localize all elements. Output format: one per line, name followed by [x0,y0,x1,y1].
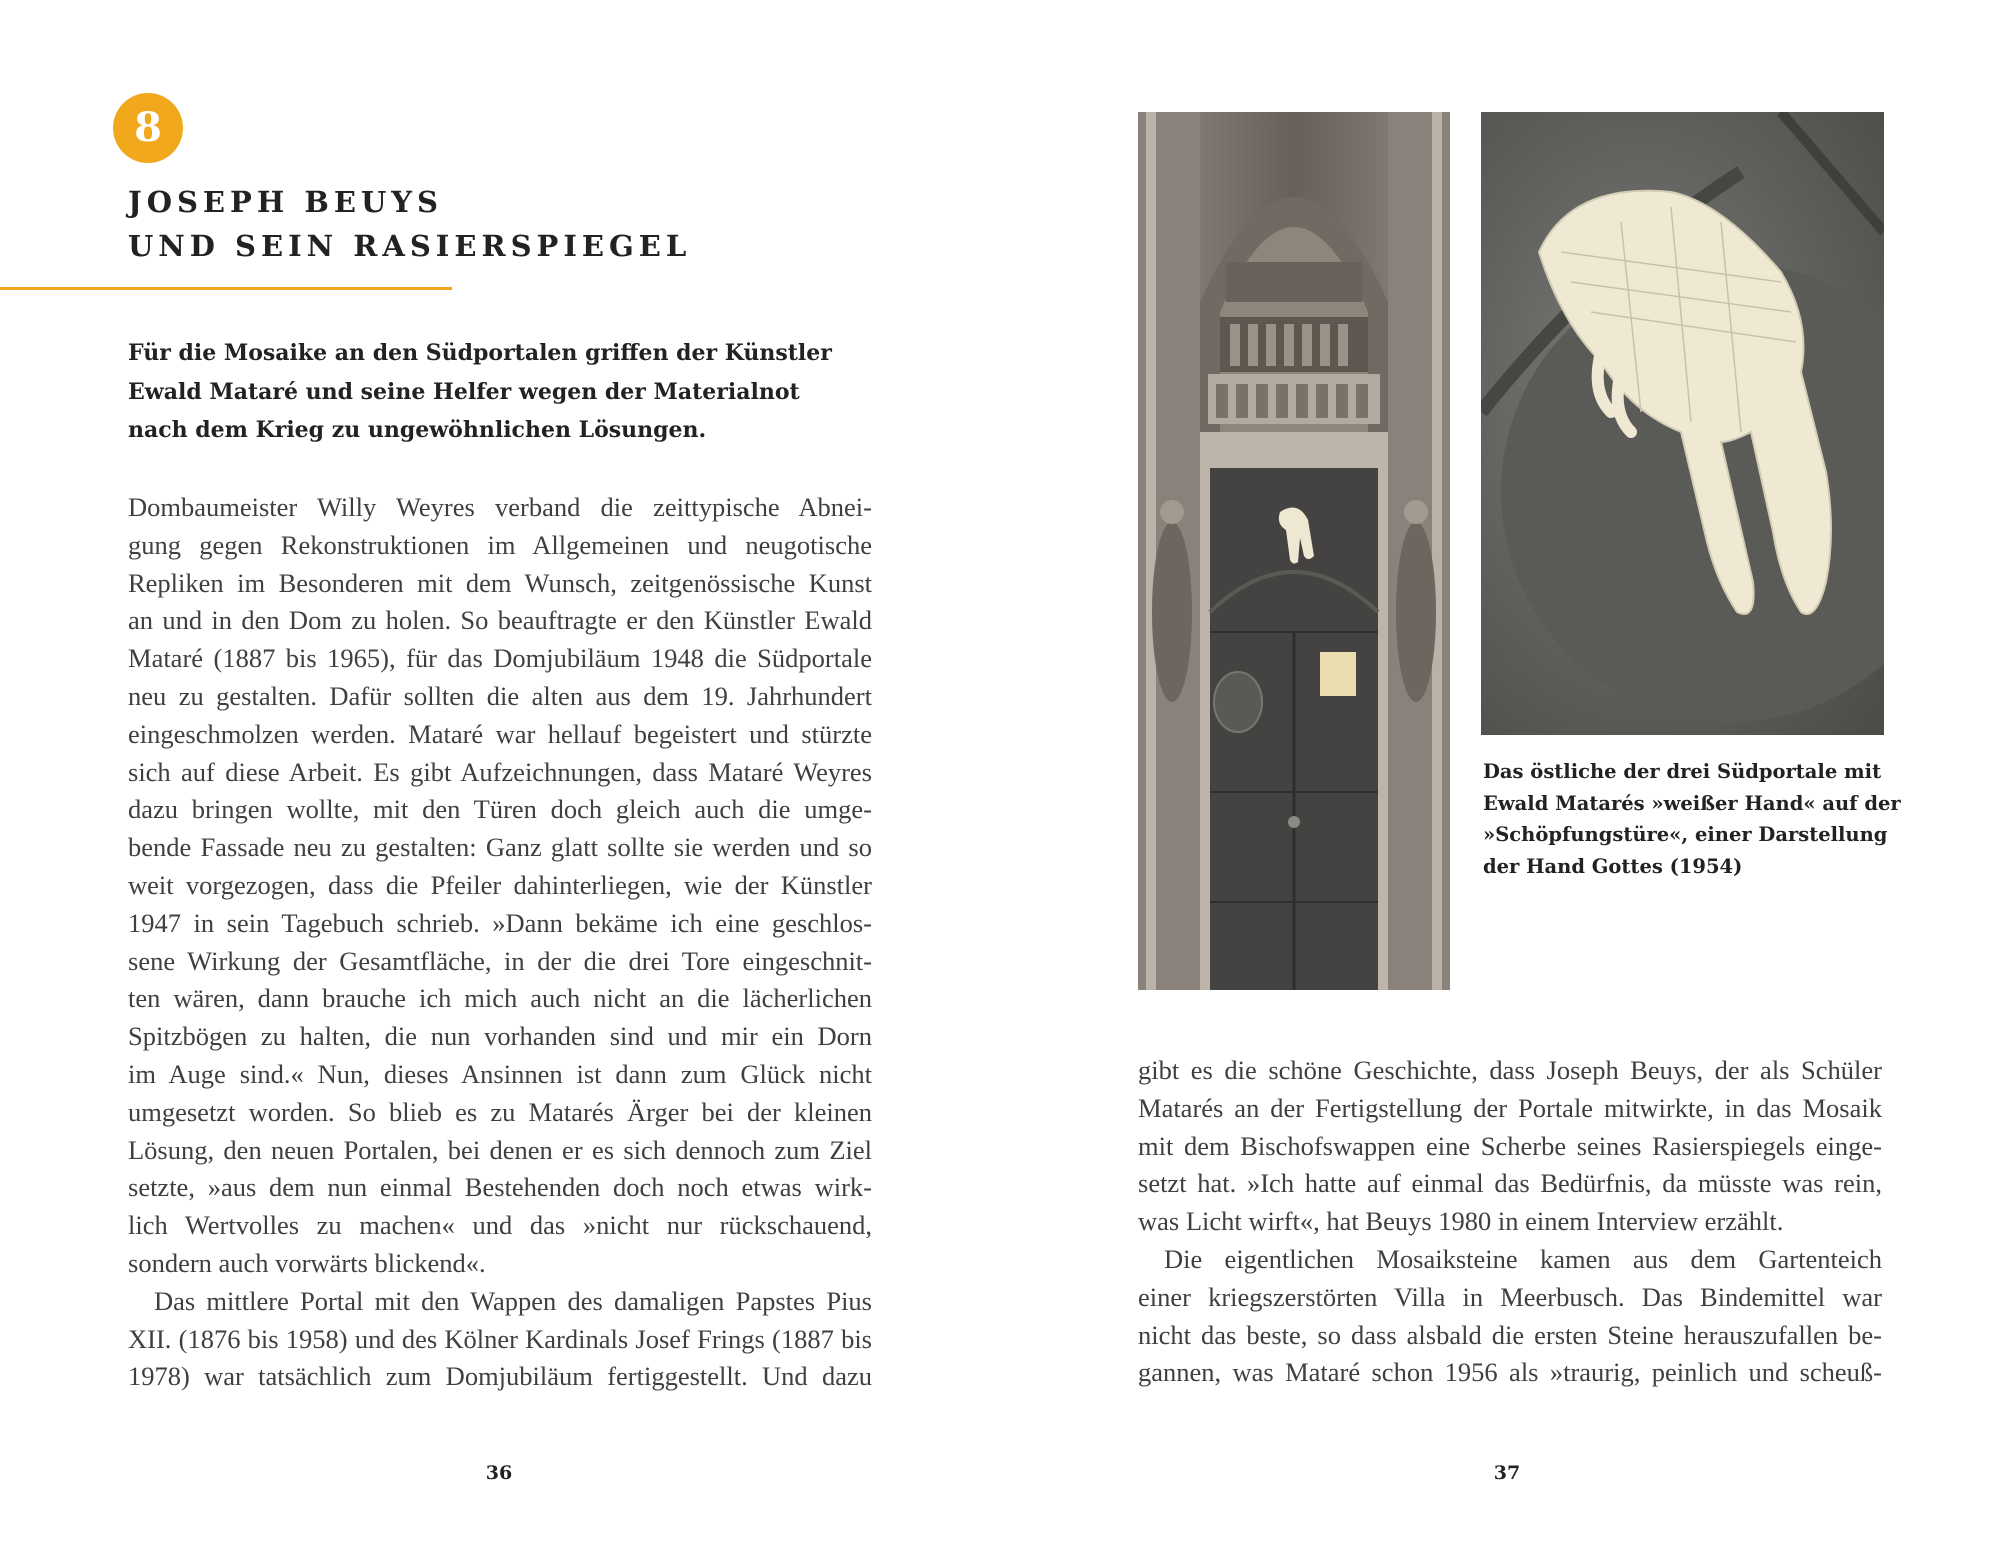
title-divider [0,287,452,290]
lead-line: nach dem Krieg zu ungewöhnlichen Lösungen. [128,417,707,443]
photo-caption [1483,756,1903,882]
body-line: Spitzbögen zu halten, die nun vorhanden sind und mir ein Dorn [128,1021,872,1052]
body-line: XII. (1876 bis 1958) und des Kölner Kardinals Josef Frings (1887 bis [128,1323,872,1354]
body-line: nicht das beste, so dass alsbald die ersten Steine herauszufallen be- [1138,1319,1882,1350]
body-line: 1978) war tatsächlich zum Domjubiläum fertiggestellt. Und dazu [128,1361,872,1392]
body-line: Dombaumeister Willy Weyres verband die zeittypische Abnei- [128,492,872,522]
body-line: bende Fassade neu zu gestalten: Ganz glatt sollte sie werden und so [128,832,872,863]
chapter-number-badge: 8 [113,93,183,163]
body-line: eingeschmolzen werden. Mataré war hellauf begeistert und stürzte [128,718,872,749]
caption-line: Das östliche der drei Südportale mit [1483,760,1882,783]
right-page [1000,0,2000,1568]
body-line: sene Wirkung der Gesamtfläche, in der die drei Tore eingeschnit- [128,945,872,976]
lead-line: Ewald Mataré und seine Helfer wegen der Materialnot [128,378,800,405]
chapter-title-line: UND SEIN RASIERSPIEGEL [128,229,692,263]
body-line: mit dem Bischofswappen eine Scherbe seines Rasierspiegels einge- [1138,1130,1882,1161]
page-number: 36 [485,1462,513,1484]
caption-line: »Schöpfungstüre«, einer Darstellung [1483,823,1888,846]
chapter-title-line: JOSEPH BEUYS [128,185,443,219]
body-line: Repliken im Besonderen mit dem Wunsch, zeitgenössische Kunst [128,567,872,598]
caption-line: Ewald Matarés »weißer Hand« auf der [1483,791,1901,815]
body-line: gannen, was Mataré schon 1956 als »traurig, peinlich und scheuß- [1138,1357,1882,1388]
body-line: neu zu gestalten. Dafür sollten die alten aus dem 19. Jahrhundert [128,680,872,711]
body-text-left [128,489,872,1396]
body-line: gung gegen Rekonstruktionen im Allgemeinen und neugotische [128,529,872,560]
cathedral-portal-photo [1138,112,1450,990]
body-line: Die eigentlichen Mosaiksteine kamen aus dem Gartenteich [1164,1243,1882,1274]
body-line: sondern auch vorwärts blickend«. [128,1247,486,1278]
body-line: was Licht wirft«, hat Beuys 1980 in einem Interview erzählt. [1138,1206,1784,1237]
body-line: gibt es die schöne Geschichte, dass Joseph Beuys, der als Schüler [1138,1055,1882,1085]
body-line: Lösung, den neuen Portalen, bei denen er es sich dennoch zum Ziel [128,1134,872,1165]
body-line: setzt hat. »Ich hatte auf einmal das Bedürfnis, da müsste was rein, [1138,1168,1882,1199]
body-line: ten wären, dann brauche ich mich auch nicht an die lächerlichen [128,983,872,1014]
chapter-title [128,180,691,268]
body-line: Das mittlere Portal mit den Wappen des damaligen Papstes Pius [154,1285,872,1316]
caption-line: der Hand Gottes (1954) [1483,854,1743,878]
lead-line: Für die Mosaike an den Südportalen griffen der Künstler [128,340,832,366]
body-line: dazu bringen wollte, mit den Türen doch gleich auch die umge- [128,794,872,825]
body-line: setzte, »aus dem nun einmal Bestehenden doch noch etwas wirk- [128,1172,872,1203]
body-line: an und in den Dom zu holen. So beauftragte er den Künstler Ewald [128,605,872,636]
body-line: 1947 in sein Tagebuch schrieb. »Dann bekäme ich eine geschlos- [128,907,872,938]
body-line: umgesetzt worden. So blieb es zu Matarés Ärger bei der kleinen [128,1096,872,1127]
body-line: Matarés an der Fertigstellung der Portale mitwirkte, in das Mosaik [1138,1092,1882,1123]
body-line: Mataré (1887 bis 1965), für das Domjubiläum 1948 die Südportale [128,643,872,674]
white-hand-mosaic-photo [1481,112,1884,735]
body-line: lich Wertvolles zu machen« und das »nicht nur rückschauend, [128,1210,872,1241]
lead-paragraph [128,334,832,450]
body-text-right [1138,1052,1882,1392]
body-line: weit vorgezogen, dass die Pfeiler dahinterliegen, wie der Künstler [128,869,872,900]
body-line: im Auge sind.« Nun, dieses Ansinnen ist dann zum Glück nicht [128,1058,872,1089]
body-line: sich auf diese Arbeit. Es gibt Aufzeichnungen, dass Mataré Weyres [128,756,872,787]
page-number: 37 [1493,1462,1521,1484]
body-line: einer kriegszerstörten Villa in Meerbusch. Das Bindemittel war [1138,1281,1882,1312]
